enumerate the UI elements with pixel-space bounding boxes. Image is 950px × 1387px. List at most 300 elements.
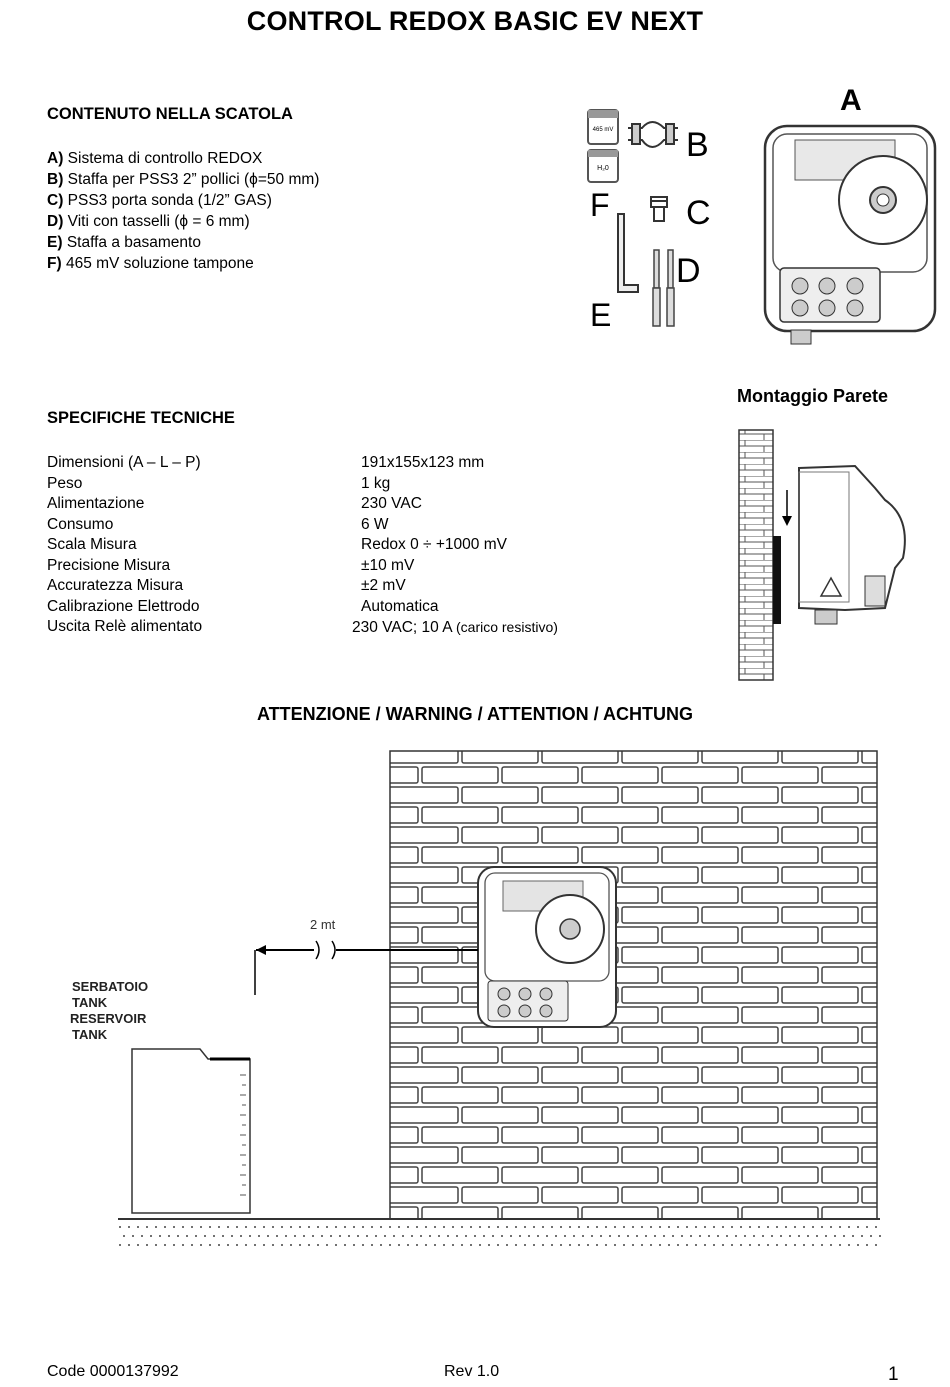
spec-value: Automatica: [361, 597, 439, 615]
tank-label: SERBATOIO: [72, 979, 149, 994]
ground-texture-dot: [672, 1235, 674, 1237]
ground-texture-dot: [483, 1235, 485, 1237]
item-letter: F): [47, 255, 62, 272]
ground-texture-dot: [870, 1235, 872, 1237]
ground-texture-dot: [227, 1226, 229, 1228]
ground-texture-dot: [474, 1235, 476, 1237]
ground-texture-dot: [677, 1226, 679, 1228]
ground-texture-dot: [245, 1226, 247, 1228]
screws-anchors-icon: [653, 250, 674, 326]
ground-texture-dot: [227, 1244, 229, 1246]
ground-texture-dot: [366, 1235, 368, 1237]
ground-texture-dot: [524, 1226, 526, 1228]
ground-texture-dot: [119, 1226, 121, 1228]
ground-texture-dot: [213, 1235, 215, 1237]
ground-texture-dot: [452, 1226, 454, 1228]
ground-texture-dot: [456, 1235, 458, 1237]
ground-texture-dot: [830, 1244, 832, 1246]
ground-texture-dot: [645, 1235, 647, 1237]
ground-texture-dot: [551, 1244, 553, 1246]
ground-texture-dot: [713, 1226, 715, 1228]
tank-label: TANK: [72, 1027, 108, 1042]
ground-texture-dot: [609, 1235, 611, 1237]
spec-note: (carico resistivo): [456, 619, 558, 635]
ground-texture-dot: [866, 1244, 868, 1246]
ground-texture-dot: [398, 1244, 400, 1246]
ground-texture-dot: [488, 1244, 490, 1246]
ground-texture-dot: [555, 1235, 557, 1237]
ground-texture-dot: [627, 1235, 629, 1237]
specs-heading: SPECIFICHE TECNICHE: [47, 409, 235, 427]
spec-label: Uscita Relè alimentato: [47, 618, 203, 635]
ground-texture-dot: [312, 1235, 314, 1237]
ground-texture-dot: [623, 1226, 625, 1228]
item-letter: C): [47, 192, 64, 209]
ground-texture-dot: [276, 1235, 278, 1237]
probe-holder-icon: [651, 197, 667, 221]
tank-labels: [70, 979, 148, 1042]
ground-texture-dot: [353, 1244, 355, 1246]
ground-texture-dot: [128, 1226, 130, 1228]
ground-texture-dot: [560, 1226, 562, 1228]
ground-texture-dot: [150, 1235, 152, 1237]
ground-texture-dot: [749, 1226, 751, 1228]
ground-texture-dot: [857, 1244, 859, 1246]
ground-texture-dot: [641, 1244, 643, 1246]
ground-texture-dot: [335, 1244, 337, 1246]
ground-texture-dot: [722, 1244, 724, 1246]
ground-texture-dot: [812, 1226, 814, 1228]
ground-texture-dot: [164, 1244, 166, 1246]
list-item: [47, 169, 319, 190]
wall-mount-figure: [735, 428, 935, 684]
letter-e: E: [590, 297, 612, 333]
ground-texture-dot: [443, 1244, 445, 1246]
ground-texture-dot: [447, 1235, 449, 1237]
ground-texture-dot: [587, 1226, 589, 1228]
ground-texture-dot: [299, 1226, 301, 1228]
ground-texture-dot: [461, 1226, 463, 1228]
ground-texture-dot: [560, 1244, 562, 1246]
ground-texture-dot: [807, 1235, 809, 1237]
tank-icon: [132, 1049, 250, 1213]
footer-code: Code 0000137992: [47, 1363, 179, 1380]
letter-b: B: [686, 126, 709, 164]
ground-texture-dot: [839, 1244, 841, 1246]
ground-texture-dot: [155, 1244, 157, 1246]
ground-texture-dot: [803, 1244, 805, 1246]
ground-texture-dot: [528, 1235, 530, 1237]
ground-texture-dot: [317, 1226, 319, 1228]
ground-texture-dot: [420, 1235, 422, 1237]
ground-texture-dot: [357, 1235, 359, 1237]
item-letter: A): [47, 150, 64, 167]
ground-texture-dot: [704, 1244, 706, 1246]
ground-texture-dot: [263, 1226, 265, 1228]
ground-texture-dot: [852, 1235, 854, 1237]
warning-title: ATTENZIONE / WARNING / ATTENTION / ACHTUNG: [257, 704, 693, 724]
spec-value: 6 W: [361, 515, 389, 533]
ground-texture-dot: [776, 1244, 778, 1246]
letter-a: A: [840, 84, 862, 117]
ground-texture-dot: [726, 1235, 728, 1237]
spec-label: Consumo: [47, 515, 114, 533]
ground-texture-dot: [285, 1235, 287, 1237]
ground-texture-dot: [159, 1235, 161, 1237]
ground-texture-dot: [240, 1235, 242, 1237]
ground-texture-dot: [119, 1244, 121, 1246]
ground-texture-dot: [614, 1226, 616, 1228]
ground-texture-dot: [146, 1244, 148, 1246]
item-text: PSS3 porta sonda (1/2” GAS): [67, 192, 272, 209]
ground-texture-dot: [281, 1244, 283, 1246]
ground-texture-dot: [839, 1226, 841, 1228]
ground-texture-dot: [137, 1226, 139, 1228]
ground-texture-dot: [407, 1226, 409, 1228]
spec-value: 1 kg: [361, 474, 391, 492]
ground-texture-dot: [182, 1244, 184, 1246]
ground-texture-dot: [362, 1244, 364, 1246]
pipe-clamp-icon: [628, 122, 678, 147]
ground-texture-dot: [546, 1235, 548, 1237]
ground-texture-dot: [578, 1226, 580, 1228]
ground-texture-dot: [758, 1226, 760, 1228]
ground-texture-dot: [830, 1226, 832, 1228]
ground-texture-dot: [290, 1226, 292, 1228]
ground-texture-dot: [222, 1235, 224, 1237]
water-bottle-icon: [588, 150, 618, 182]
ground-texture-dot: [722, 1226, 724, 1228]
ground-texture-dot: [191, 1244, 193, 1246]
ground-texture-dot: [785, 1226, 787, 1228]
ground-texture-dot: [380, 1226, 382, 1228]
ground-texture-dot: [281, 1226, 283, 1228]
ground-texture-dot: [168, 1235, 170, 1237]
ground-texture-dot: [848, 1226, 850, 1228]
controller-device-figure: [755, 118, 945, 348]
installation-diagram: [60, 745, 890, 1260]
bottle-label: H₂0: [597, 165, 609, 172]
ground-texture-dot: [591, 1235, 593, 1237]
spec-value: 191x155x123 mm: [361, 454, 485, 471]
ground-texture-dot: [695, 1226, 697, 1228]
ground-texture-dot: [650, 1244, 652, 1246]
ground-texture-dot: [218, 1226, 220, 1228]
ground-texture-dot: [249, 1235, 251, 1237]
ground-texture-dot: [411, 1235, 413, 1237]
ground-texture-dot: [290, 1244, 292, 1246]
ground-texture-dot: [128, 1244, 130, 1246]
ground-texture-dot: [398, 1226, 400, 1228]
ground-texture-dot: [569, 1244, 571, 1246]
ground-texture-dot: [299, 1244, 301, 1246]
ground-texture-dot: [452, 1244, 454, 1246]
spec-value: ±2 mV: [361, 577, 406, 594]
item-letter: E): [47, 234, 63, 251]
ground-texture-dot: [704, 1226, 706, 1228]
ground-texture-dot: [686, 1226, 688, 1228]
ground-texture-dot: [375, 1235, 377, 1237]
ground-texture-dot: [821, 1244, 823, 1246]
list-item: [47, 148, 319, 169]
page-title: CONTROL REDOX BASIC EV NEXT: [246, 6, 704, 36]
spec-value: Redox 0 ÷ +1000 mV: [361, 536, 507, 553]
letter-d: D: [676, 252, 701, 290]
ground-texture-dot: [533, 1244, 535, 1246]
ground-texture-dot: [825, 1235, 827, 1237]
ground-texture-dot: [780, 1235, 782, 1237]
ground-texture-dot: [263, 1244, 265, 1246]
ground-texture-dot: [465, 1235, 467, 1237]
ground-texture-dot: [416, 1226, 418, 1228]
ground-texture-dot: [866, 1226, 868, 1228]
spec-label: Accuratezza Misura: [47, 577, 184, 594]
ground-texture-dot: [668, 1226, 670, 1228]
ground-texture-dot: [236, 1244, 238, 1246]
ground-texture-dot: [425, 1226, 427, 1228]
brick-wall: [390, 751, 877, 1219]
ground-texture-dot: [857, 1226, 859, 1228]
ground-texture-dot: [443, 1226, 445, 1228]
ground-texture-dot: [708, 1235, 710, 1237]
controller-device-icon: [478, 867, 616, 1027]
ground-texture-dot: [767, 1226, 769, 1228]
distance-label: 2 mt: [310, 917, 336, 932]
ground-texture-dot: [875, 1244, 877, 1246]
ground-texture-dot: [582, 1235, 584, 1237]
ground-texture-dot: [470, 1226, 472, 1228]
list-item: [47, 253, 319, 274]
ground-texture-dot: [344, 1244, 346, 1246]
ground-texture-dot: [686, 1244, 688, 1246]
ground-texture-dot: [303, 1235, 305, 1237]
ground-texture-dot: [434, 1244, 436, 1246]
spec-label: Alimentazione: [47, 495, 145, 512]
item-text: Viti con tasselli (ϕ = 6 mm): [67, 213, 250, 230]
item-text: Staffa per PSS3 2” pollici (ϕ=50 mm): [67, 171, 320, 188]
ground-texture-dot: [821, 1226, 823, 1228]
ground-texture-dot: [834, 1235, 836, 1237]
list-item: [47, 190, 319, 211]
ground-texture-dot: [749, 1244, 751, 1246]
spec-label: Calibrazione Elettrodo: [47, 597, 200, 615]
ground-texture-dot: [200, 1226, 202, 1228]
ground-texture-dot: [785, 1244, 787, 1246]
ground-texture-dot: [641, 1226, 643, 1228]
ground-texture-dot: [659, 1244, 661, 1246]
ground-texture-dot: [326, 1226, 328, 1228]
tank-label: RESERVOIR: [70, 1011, 147, 1026]
ground-texture-dot: [272, 1244, 274, 1246]
bottle-label: 465 mV: [592, 127, 614, 133]
ground-texture-dot: [308, 1244, 310, 1246]
ground-texture-dot: [380, 1244, 382, 1246]
ground-texture-dot: [497, 1244, 499, 1246]
ground-texture-dot: [389, 1226, 391, 1228]
specs-values: [352, 453, 558, 639]
ground-texture-dot: [587, 1244, 589, 1246]
specs-labels: [47, 453, 202, 638]
ground-texture-dot: [605, 1226, 607, 1228]
ground-texture-dot: [524, 1244, 526, 1246]
ground-texture-dot: [321, 1235, 323, 1237]
spec-label: Precisione Misura: [47, 556, 171, 574]
ground-texture-dot: [326, 1244, 328, 1246]
mounting-title: Montaggio Parete: [737, 386, 889, 406]
ground-texture-dot: [767, 1244, 769, 1246]
ground-texture-dot: [569, 1226, 571, 1228]
ground-texture-dot: [510, 1235, 512, 1237]
ground-texture-dot: [506, 1244, 508, 1246]
ground-texture-dot: [861, 1235, 863, 1237]
ground-texture-dot: [663, 1235, 665, 1237]
letter-f: F: [590, 187, 610, 223]
ground-texture-dot: [438, 1235, 440, 1237]
ground-texture-dot: [758, 1244, 760, 1246]
ground-texture-dot: [798, 1235, 800, 1237]
ground-texture-dot: [650, 1226, 652, 1228]
footer-revision: Rev 1.0: [444, 1363, 500, 1380]
ground-texture-dot: [308, 1226, 310, 1228]
ground-texture-dot: [735, 1235, 737, 1237]
ground-texture-dot: [875, 1226, 877, 1228]
ground-texture-dot: [623, 1244, 625, 1246]
ground-texture-dot: [677, 1244, 679, 1246]
ground-texture-dot: [659, 1226, 661, 1228]
ground-texture-dot: [803, 1226, 805, 1228]
item-text: Staffa a basamento: [66, 234, 201, 251]
floor-bracket-icon: [618, 214, 638, 292]
ground-texture-dot: [177, 1235, 179, 1237]
ground-texture-dot: [551, 1226, 553, 1228]
item-text: Sistema di controllo REDOX: [67, 150, 263, 167]
ground-texture-dot: [434, 1226, 436, 1228]
ground-texture-dot: [254, 1226, 256, 1228]
ground-texture-dot: [596, 1244, 598, 1246]
ground-texture-dot: [501, 1235, 503, 1237]
ground-texture-dot: [794, 1244, 796, 1246]
item-letter: D): [47, 213, 64, 230]
ground-texture-dot: [236, 1226, 238, 1228]
ground-texture-dot: [330, 1235, 332, 1237]
ground-texture-dot: [294, 1235, 296, 1237]
ground-texture-dot: [794, 1226, 796, 1228]
ground-texture-dot: [519, 1235, 521, 1237]
spec-label: Peso: [47, 474, 83, 492]
ground-texture-dot: [596, 1226, 598, 1228]
ground-texture-dot: [740, 1244, 742, 1246]
ground-texture-dot: [245, 1244, 247, 1246]
list-item: [47, 232, 319, 253]
ground-texture-dot: [816, 1235, 818, 1237]
ground-texture-dot: [470, 1244, 472, 1246]
ground-texture-dot: [600, 1235, 602, 1237]
ground-texture-dot: [335, 1226, 337, 1228]
ground-texture-dot: [717, 1235, 719, 1237]
ground-texture-dot: [353, 1226, 355, 1228]
ground-texture-dot: [690, 1235, 692, 1237]
item-text: 465 mV soluzione tampone: [65, 255, 254, 272]
ground-texture-dot: [632, 1226, 634, 1228]
ground-texture-dot: [173, 1244, 175, 1246]
ground-texture-dot: [578, 1244, 580, 1246]
spec-value-relay: [352, 617, 558, 639]
ground-texture-dot: [389, 1244, 391, 1246]
ground-texture-dot: [384, 1235, 386, 1237]
ground-texture-dot: [254, 1244, 256, 1246]
ground-texture-dot: [843, 1235, 845, 1237]
ground-texture-dot: [348, 1235, 350, 1237]
ground-texture-dot: [429, 1235, 431, 1237]
contents-heading: CONTENUTO NELLA SCATOLA: [47, 105, 293, 123]
ground-texture-dot: [231, 1235, 233, 1237]
ground-texture-dot: [344, 1226, 346, 1228]
spec-value: ±10 mV: [361, 556, 415, 574]
ground-texture-dot: [713, 1244, 715, 1246]
spec-value: 230 VAC: [361, 495, 422, 512]
ground-texture-dot: [614, 1244, 616, 1246]
ground-texture-dot: [744, 1235, 746, 1237]
ground-texture-dot: [164, 1226, 166, 1228]
spec-label: Dimensioni (A – L – P): [47, 454, 201, 471]
item-letter: B): [47, 171, 64, 188]
ground-texture-dot: [173, 1226, 175, 1228]
ground-texture-dot: [605, 1244, 607, 1246]
ground-texture-dot: [681, 1235, 683, 1237]
ground-texture-dot: [186, 1235, 188, 1237]
ground-texture-dot: [533, 1226, 535, 1228]
letter-c: C: [686, 194, 711, 232]
ground-texture-dot: [146, 1226, 148, 1228]
ground-texture-dot: [362, 1226, 364, 1228]
ground-texture-dot: [425, 1244, 427, 1246]
ground-texture-dot: [137, 1244, 139, 1246]
ground-texture-dot: [393, 1235, 395, 1237]
ground-texture-dot: [573, 1235, 575, 1237]
ground-texture-dot: [848, 1244, 850, 1246]
ground-texture-dot: [402, 1235, 404, 1237]
contents-list: [47, 148, 319, 274]
ground-texture-dot: [200, 1244, 202, 1246]
ground-texture-dot: [461, 1244, 463, 1246]
ground-texture-dot: [204, 1235, 206, 1237]
ground-texture-dot: [812, 1244, 814, 1246]
ground-texture-dot: [731, 1226, 733, 1228]
ground-texture-dot: [258, 1235, 260, 1237]
ground-texture-dot: [789, 1235, 791, 1237]
ground-texture-dot: [488, 1226, 490, 1228]
ground-texture-dot: [209, 1226, 211, 1228]
ground-texture-dot: [132, 1235, 134, 1237]
ground-texture-dot: [632, 1244, 634, 1246]
ground-texture-dot: [762, 1235, 764, 1237]
ground-texture-dot: [267, 1235, 269, 1237]
ground-texture-dot: [564, 1235, 566, 1237]
ground-texture-dot: [182, 1226, 184, 1228]
ground-texture-dot: [879, 1235, 881, 1237]
ground-texture-dot: [695, 1244, 697, 1246]
ground-texture-dot: [416, 1244, 418, 1246]
ground-texture-dot: [492, 1235, 494, 1237]
ground-texture-dot: [537, 1235, 539, 1237]
ground-texture-dot: [407, 1244, 409, 1246]
ground-texture-dot: [218, 1244, 220, 1246]
ground-texture-dot: [515, 1244, 517, 1246]
ground-texture-dot: [209, 1244, 211, 1246]
accessories-figure: [580, 100, 740, 335]
ground-texture-dot: [542, 1244, 544, 1246]
ground-texture-dot: [731, 1244, 733, 1246]
